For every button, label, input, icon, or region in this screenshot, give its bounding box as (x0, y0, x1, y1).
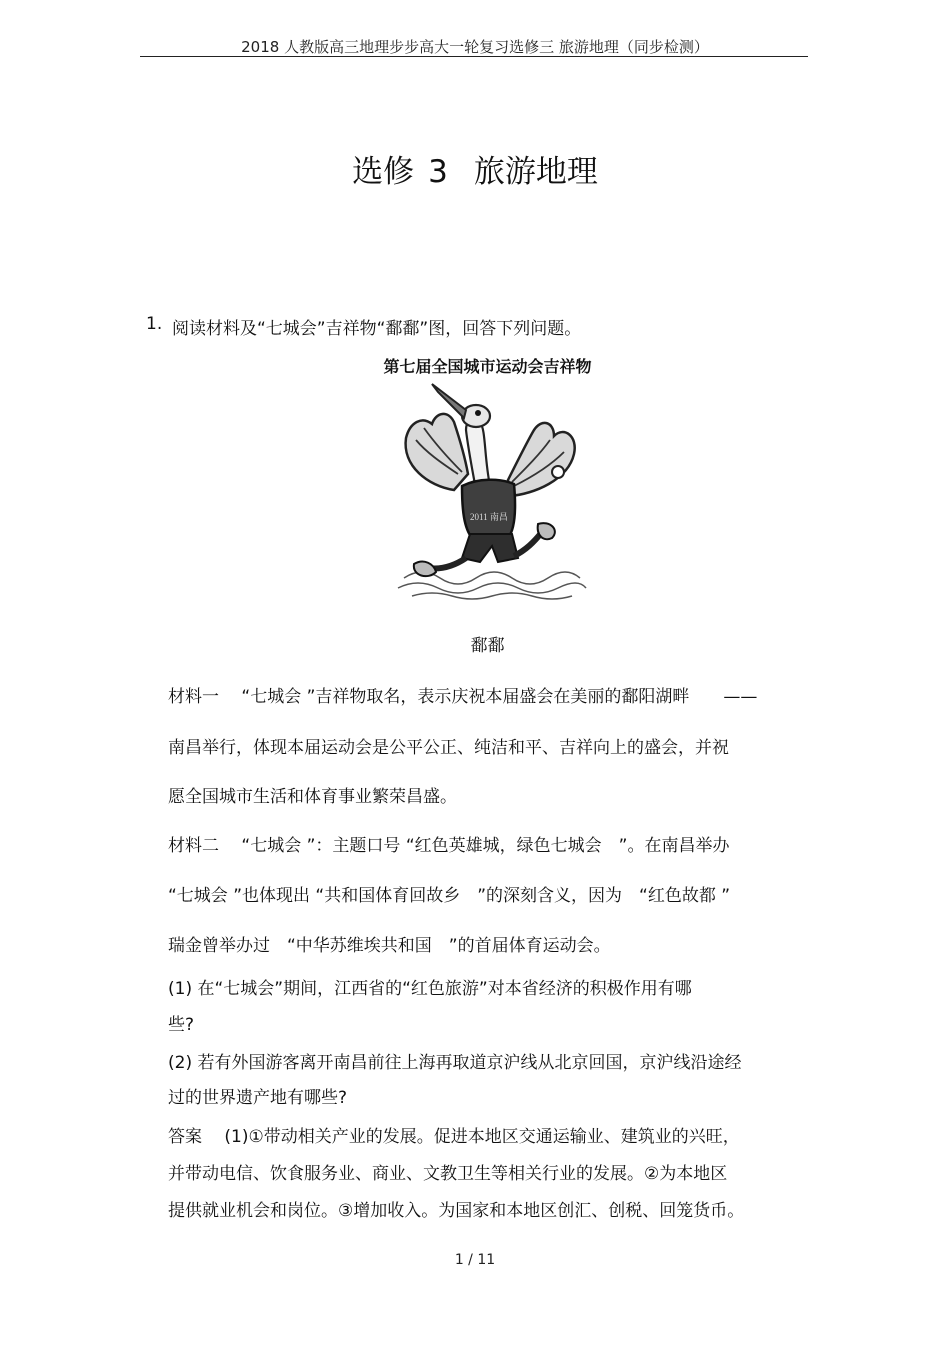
mascot-illustration (392, 382, 588, 602)
sub-question-2-line-2: 过的世界遗产地有哪些? (168, 1088, 348, 1108)
mascot-right-leg (514, 532, 542, 556)
header-rule (140, 56, 808, 57)
mascot-head (462, 405, 490, 427)
sub-question-2-line-1: (2) 若有外国游客离开南昌前往上海再取道京沪线从北京回国，京沪线沿途经 (168, 1053, 742, 1073)
mascot-jersey-text: 2011 南昌 (470, 512, 508, 522)
material2-line-1: 材料二 “七城会 ”：主题口号 “红色英雄城，绿色七城会 ”。在南昌举办 (168, 836, 730, 856)
page-title (0, 146, 950, 191)
question-prompt: 阅读材料及“七城会”吉祥物“鄱鄱”图，回答下列问题。 (172, 319, 582, 339)
mascot-right-wing (508, 423, 575, 496)
figure-caption: 第七届全国城市运动会吉祥物 (383, 357, 592, 376)
title-suffix: 旅游地理 (473, 154, 598, 190)
material1-line-3: 愿全国城市生活和体育事业繁荣昌盛。 (168, 787, 457, 807)
material1-line-1: 材料一 “七城会 ”吉祥物取名，表示庆祝本届盛会在美丽的鄱阳湖畔 —— (168, 687, 758, 707)
mascot-name: 鄱鄱 (470, 636, 505, 656)
mascot-left-shoe (414, 562, 436, 577)
answer-line-2: 并带动电信、饮食服务业、商业、文教卫生等相关行业的发展。②为本地区 (168, 1164, 728, 1184)
page-number: 1 / 11 (454, 1252, 496, 1268)
material1-line-2: 南昌举行，体现本届运动会是公平公正、纯洁和平、吉祥向上的盛会，并祝 (168, 738, 729, 758)
sub-question-1-line-1: (1) 在“七城会”期间，江西省的“红色旅游”对本省经济的积极作用有哪 (168, 979, 692, 999)
mascot-shorts (462, 534, 518, 562)
title-prefix: 选修 (352, 154, 415, 190)
material2-line-3: 瑞金曾举办过 “中华苏维埃共和国 ”的首届体育运动会。 (168, 936, 611, 956)
sub-question-1-line-2: 些? (168, 1015, 195, 1035)
page-header: 2018 人教版高三地理步步高大一轮复习选修三 旅游地理（同步检测） (241, 38, 709, 56)
answer-line-3: 提供就业机会和岗位。③增加收入。为国家和本地区创汇、创税、回笼货币。 (168, 1201, 745, 1221)
mascot-right-shoe (538, 523, 555, 539)
question-number: 1. (146, 314, 163, 334)
answer-line-1: 答案 (1)①带动相关产业的发展。促进本地区交通运输业、建筑业的兴旺， (168, 1127, 740, 1147)
material2-line-2: “七城会 ”也体现出 “共和国体育回故乡 ”的深刻含义，因为 “红色故都 ” (168, 886, 731, 906)
mascot-jersey (462, 480, 515, 538)
mascot-left-wing (406, 414, 468, 490)
mascot-beak (432, 384, 466, 418)
title-number: 3 (428, 154, 448, 190)
